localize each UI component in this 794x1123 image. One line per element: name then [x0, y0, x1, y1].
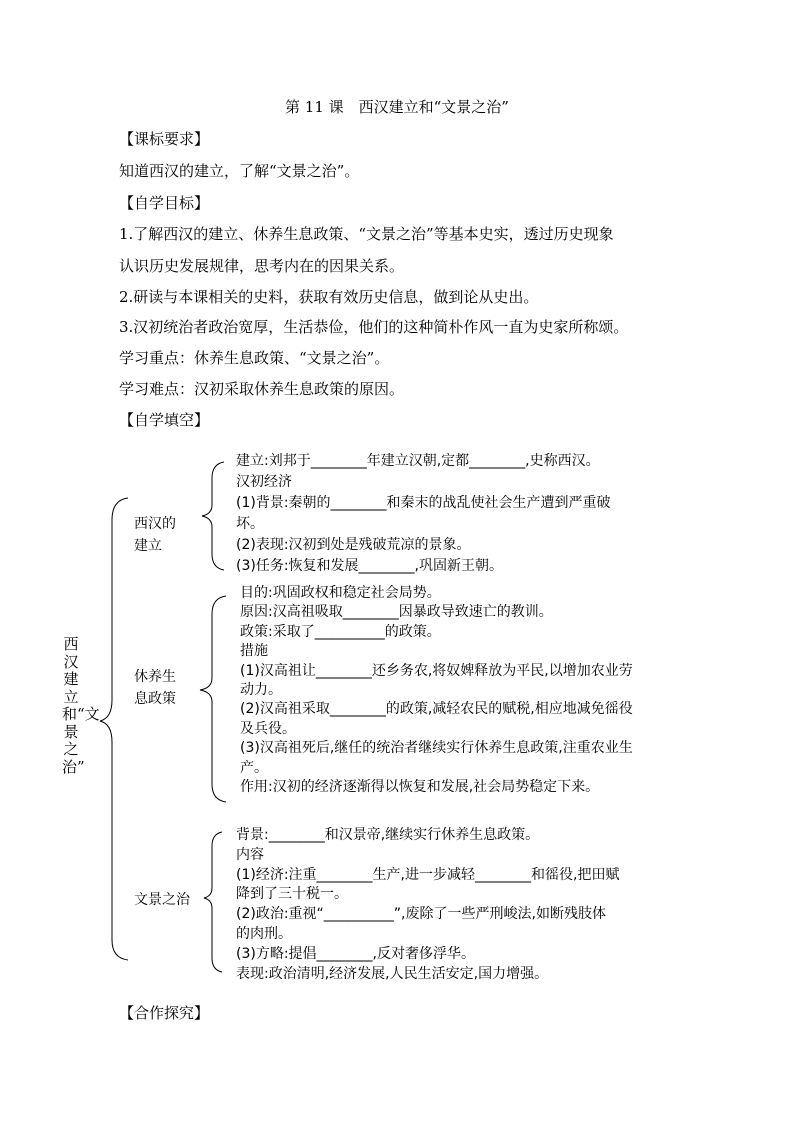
branch-label-wenjing: [134, 889, 190, 911]
diagram-root-label: 西汉建立和“文景之治”: [62, 635, 100, 776]
goal-item: 3.汉初统治者政治宽厚，生活恭俭，他们的这种简朴作风一直为史家所称颂。: [119, 318, 629, 336]
branch-label-founding: [134, 513, 176, 557]
key-point: 学习重点：休养生息政策、“文景之治”。: [119, 349, 390, 367]
branch-brace-1: [202, 462, 224, 570]
goal-item: 1.了解西汉的建立、休养生息政策、“文景之治”等基本史实，透过历史现象: [119, 225, 614, 243]
branch-label-rest-policy: [134, 666, 176, 710]
content-line: 动力。: [240, 682, 282, 699]
root-brace: [100, 498, 128, 960]
branch-brace-2: [200, 596, 226, 802]
content-line: 产。: [240, 759, 268, 776]
content-line: 目的:巩固政权和稳定社会局势。: [240, 585, 441, 601]
standard-text: 知道西汉的建立，了解“文景之治”。: [119, 162, 360, 180]
section-heading-standard: 【课标要求】: [119, 130, 210, 148]
content-line: (3)方略:提倡________,反对奢侈浮华。: [236, 945, 475, 962]
section-heading-goals: 【自学目标】: [119, 194, 210, 212]
content-line: 坏。: [236, 516, 264, 532]
branch-label-line: 休养生: [134, 669, 176, 685]
goal-item: 认识历史发展规律，思考内在的因果关系。: [119, 257, 405, 275]
branch-content-founding: [236, 451, 611, 577]
branch-label-line: 西汉的: [134, 516, 176, 532]
goal-item: 2.研读与本课相关的史料，获取有效历史信息，做到论从史出。: [119, 288, 539, 306]
content-line: 建立:刘邦于________年建立汉朝,定都________,史称西汉。: [236, 453, 600, 469]
content-line: 及兵役。: [240, 720, 296, 737]
content-line: 原因:汉高祖吸取________因暴政导致速亡的教训。: [240, 604, 553, 621]
page-title: 第 11 课 西汉建立和“文景之治”: [285, 98, 509, 116]
content-line: (2)汉高祖采取________的政策,减轻农民的赋税,相应地减免徭役: [240, 701, 633, 718]
content-line: (1)经济:注重________生产,进一步减轻________和徭役,把田赋: [236, 866, 620, 883]
content-line: (2)表现:汉初到处是残破荒凉的景象。: [236, 537, 471, 553]
content-line: (3)任务:恢复和发展________,巩固新王朝。: [236, 558, 503, 574]
branch-content-wenjing: [236, 826, 619, 984]
content-line: 汉初经济: [236, 474, 292, 490]
content-line: 表现:政治清明,经济发展,人民生活安定,国力增强。: [236, 965, 549, 982]
content-line: 的肉刑。: [236, 925, 292, 942]
content-line: 降到了三十税一。: [236, 886, 348, 903]
branch-label-line: 文景之治: [134, 892, 190, 908]
difficulty: 学习难点：汉初采取休养生息政策的原因。: [119, 380, 405, 398]
section-heading-explore: 【合作探究】: [119, 1004, 210, 1022]
content-line: 措施: [240, 643, 268, 660]
branch-content-rest-policy: [240, 584, 633, 797]
content-line: (1)背景:秦朝的________和秦末的战乱使社会生产遭到严重破: [236, 495, 611, 511]
content-line: (3)汉高祖死后,继任的统治者继续实行休养生息政策,注重农业生: [240, 740, 633, 757]
content-line: 作用:汉初的经济逐渐得以恢复和发展,社会局势稳定下来。: [240, 779, 600, 796]
branch-brace-3: [204, 832, 222, 972]
content-line: 政策:采取了__________的政策。: [240, 623, 441, 640]
content-line: (2)政治:重视“__________”,废除了一些严刑峻法,如断残肢体: [236, 906, 606, 923]
content-line: 内容: [236, 846, 264, 863]
content-line: 背景:________和汉景帝,继续实行休养生息政策。: [236, 827, 540, 843]
content-line: (1)汉高祖让________还乡务农,将奴婢释放为平民,以增加农业劳: [240, 662, 633, 679]
section-heading-fill: 【自学填空】: [119, 411, 210, 429]
branch-label-line: 建立: [134, 538, 162, 554]
branch-label-line: 息政策: [134, 691, 176, 707]
